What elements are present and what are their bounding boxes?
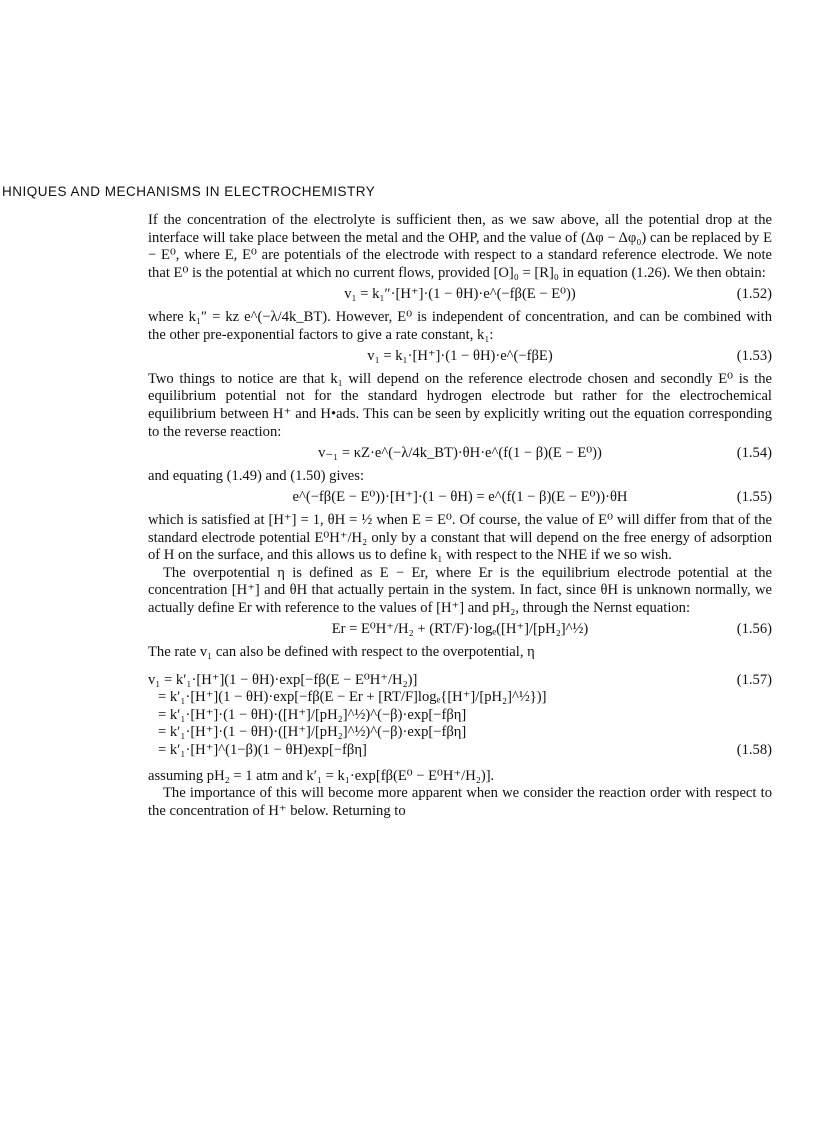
equation-line [148,724,772,742]
paragraph-2: where k₁″ = kz e^(−λ/4k_BT). However, E⁰ is independent of concentration, and can be combined with the other pre-exponential factors to give a rate constant, k₁: [148,308,772,343]
equation-text: = k′₁·[H⁺]·(1 − θH)·([H⁺]/[pH₂]^½)^(−β)·exp[−fβη] [158,724,467,741]
equation-number: (1.54) [736,445,772,462]
page-body [148,212,772,820]
equation-text: = k′₁·[H⁺]·(1 − θH)·([H⁺]/[pH₂]^½)^(−β)·exp[−fβη] [158,706,467,723]
equation-1-53 [148,348,772,366]
equation-1-52 [148,286,772,304]
running-head: HNIQUES AND MECHANISMS IN ELECTROCHEMISTRY [2,184,376,199]
equation-number: (1.57) [736,671,772,688]
equation-line [148,742,772,760]
equation-number: (1.55) [736,489,772,506]
equation-number: (1.58) [736,742,772,759]
equation-1-55 [148,489,772,507]
paragraph-8: assuming pH₂ = 1 atm and k′₁ = k₁·exp[fβ(E⁰ − E⁰H⁺/H₂)]. [148,767,495,784]
equation-block-1-57-1-58 [148,672,772,760]
equation-number: (1.53) [736,348,772,365]
paragraph-7: The rate v₁ can also be defined with respect to the overpotential, η [148,644,535,661]
equation-text: v₁ = k₁″·[H⁺]·(1 − θH)·e^(−fβ(E − E⁰)) [344,286,576,303]
equation-number: (1.56) [736,621,772,638]
equation-text: = k′₁·[H⁺]^(1−β)(1 − θH)exp[−fβη] [158,742,367,759]
equation-line [148,672,772,690]
paragraph-3: Two things to notice are that k₁ will depend on the reference electrode chosen and secondly E⁰ is the equilibrium potential not for the standard hydrogen electrode but rather for the electrochemical equilibrium between H⁺ and H•ads. This can be seen by explicitly writing out the equation corresponding to the reverse reaction: [148,370,772,440]
equation-text: v₁ = k′₁·[H⁺](1 − θH)·exp[−fβ(E − E⁰H⁺/H₂)] [148,671,418,688]
equation-number: (1.52) [736,286,772,303]
equation-1-56 [148,621,772,639]
paragraph-5: which is satisfied at [H⁺] = 1, θH = ½ when E = E⁰. Of course, the value of E⁰ will differ from that of the standard electrode potential E⁰H⁺/H₂ only by a constant that will depend on the free energy of adsorption of H on the surface, and this allows us to define k₁ with respect to the NHE if we so wish. [148,511,772,564]
equation-line [148,707,772,725]
equation-text: Er = E⁰H⁺/H₂ + (RT/F)·logₑ([H⁺]/[pH₂]^½) [331,621,589,638]
paragraph-6: The overpotential η is defined as E − Er, where Er is the equilibrium electrode potential at the concentration [H⁺] and θH that actually pertain in the system. In fact, since θH is unknown normally, we actually define Er with reference to the values of [H⁺] and pH₂, through the Nernst equation: [148,564,772,616]
equation-line [148,689,772,707]
equation-1-54 [148,445,772,463]
equation-text: e^(−fβ(E − E⁰))·[H⁺]·(1 − θH) = e^(f(1 − β)(E − E⁰))·θH [292,489,628,506]
equation-text: v₋₁ = κZ·e^(−λ/4k_BT)·θH·e^(f(1 − β)(E − E⁰)) [318,445,602,462]
paragraph-4: and equating (1.49) and (1.50) gives: [148,467,365,484]
equation-text: v₁ = k₁·[H⁺]·(1 − θH)·e^(−fβE) [367,348,553,365]
equation-text: = k′₁·[H⁺](1 − θH)·exp[−fβ(E − Er + [RT/F]logₑ{[H⁺]/[pH₂]^½})] [158,689,547,706]
paragraph-1: If the concentration of the electrolyte is sufficient then, as we saw above, all the potential drop at the interface will take place between the metal and the OHP, and the value of (Δφ − Δφ₀) can be replaced by E − E⁰, where E, E⁰ are potentials of the electrode with respect to a standard reference electrode. We note that E⁰ is the potential at which no current flows, provided [O]₀ = [R]₀ in equation (1.26). We then obtain: [148,212,772,281]
paragraph-9: The importance of this will become more apparent when we consider the reaction order with respect to the concentration of H⁺ below. Returning to [148,785,772,819]
